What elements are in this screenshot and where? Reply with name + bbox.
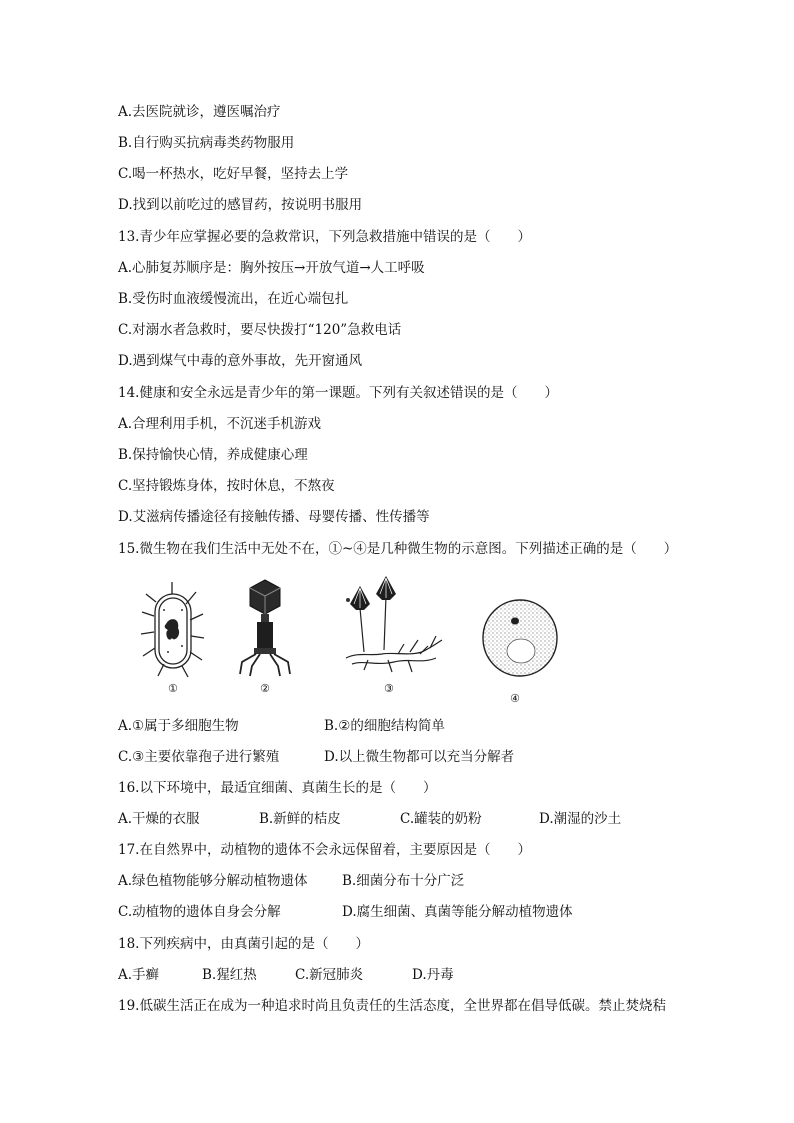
q18-stem: 18.下列疾病中，由真菌引起的是（ ） (118, 936, 369, 952)
q13-option-a: A.心肺复苏顺序是：胸外按压→开放气道→人工呼吸 (118, 260, 425, 276)
q18-option-b: B.猩红热 (202, 967, 257, 983)
q17-option-c: C.动植物的遗体自身会分解 (118, 904, 281, 920)
q14-stem: 14.健康和安全永远是青少年的第一课题。下列有关叙述错误的是（ ） (118, 385, 558, 401)
q18-option-c: C.新冠肺炎 (295, 967, 364, 983)
q16-option-c: C.罐装的奶粉 (400, 811, 482, 827)
q17-option-d: D.腐生细菌、真菌等能分解动植物遗体 (342, 904, 573, 920)
q17-stem: 17.在自然界中，动植物的遗体不会永远保留着，主要原因是（ ） (118, 842, 531, 858)
q15-option-a: A.①属于多细胞生物 (118, 718, 239, 734)
q16-option-d: D.潮湿的沙土 (539, 811, 622, 827)
q14-option-b: B.保持愉快心情，养成健康心理 (118, 447, 308, 463)
q16-option-a: A.干燥的衣服 (118, 811, 200, 827)
q13-stem: 13.青少年应掌握必要的急救常识，下列急救措施中错误的是（ ） (118, 229, 531, 245)
q16-option-b: B.新鲜的桔皮 (259, 811, 341, 827)
q18-option-a: A.手癣 (118, 967, 160, 983)
q19-stem: 19.低碳生活正在成为一种追求时尚且负责任的生活态度，全世界都在倡导低碳。禁止焚烧秸 (118, 998, 666, 1014)
q13-option-c: C.对溺水者急救时，要尽快拨打“120”急救电话 (118, 322, 402, 338)
figure-smudge (210, 701, 350, 711)
q18-option-d: D.丹毒 (412, 967, 454, 983)
q12-option-d: D.找到以前吃过的感冒药，按说明书服用 (118, 197, 363, 213)
q15-option-b: B.②的细胞结构简单 (324, 718, 445, 734)
q12-option-a: A.去医院就诊，遵医嘱治疗 (118, 104, 281, 120)
figure-label-4: ④ (510, 692, 520, 705)
q15-option-c: C.③主要依靠孢子进行繁殖 (118, 749, 280, 765)
q13-option-b: B.受伤时血液缓慢流出，在近心端包扎 (118, 291, 349, 307)
q15-option-d: D.以上微生物都可以充当分解者 (324, 749, 515, 765)
figure-label-1: ① (168, 682, 178, 695)
figure-label-3: ③ (384, 682, 394, 695)
q15-stem: 15.微生物在我们生活中无处不在，①~④是几种微生物的示意图。下列描述正确的是（ ） (118, 541, 678, 557)
bacterium-image (138, 580, 208, 680)
yeast-cell-image (480, 596, 560, 680)
q12-option-b: B.自行购买抗病毒类药物服用 (118, 135, 295, 151)
q17-option-a: A.绿色植物能够分解动植物遗体 (118, 873, 308, 889)
figure-label-2: ② (260, 682, 270, 695)
q16-stem: 16.以下环境中，最适宜细菌、真菌生长的是（ ） (118, 780, 437, 796)
q14-option-d: D.艾滋病传播途径有接触传播、母婴传播、性传播等 (118, 509, 430, 525)
microbe-figure (118, 574, 558, 714)
q14-option-c: C.坚持锻炼身体，按时休息，不熬夜 (118, 478, 335, 494)
q17-option-b: B.细菌分布十分广泛 (342, 873, 465, 889)
q14-option-a: A.合理利用手机，不沉迷手机游戏 (118, 416, 322, 432)
mold-image (338, 574, 448, 678)
q12-option-c: C.喝一杯热水，吃好早餐，坚持去上学 (118, 166, 349, 182)
q13-option-d: D.遇到煤气中毒的意外事故，先开窗通风 (118, 353, 363, 369)
bacteriophage-image (230, 578, 300, 678)
